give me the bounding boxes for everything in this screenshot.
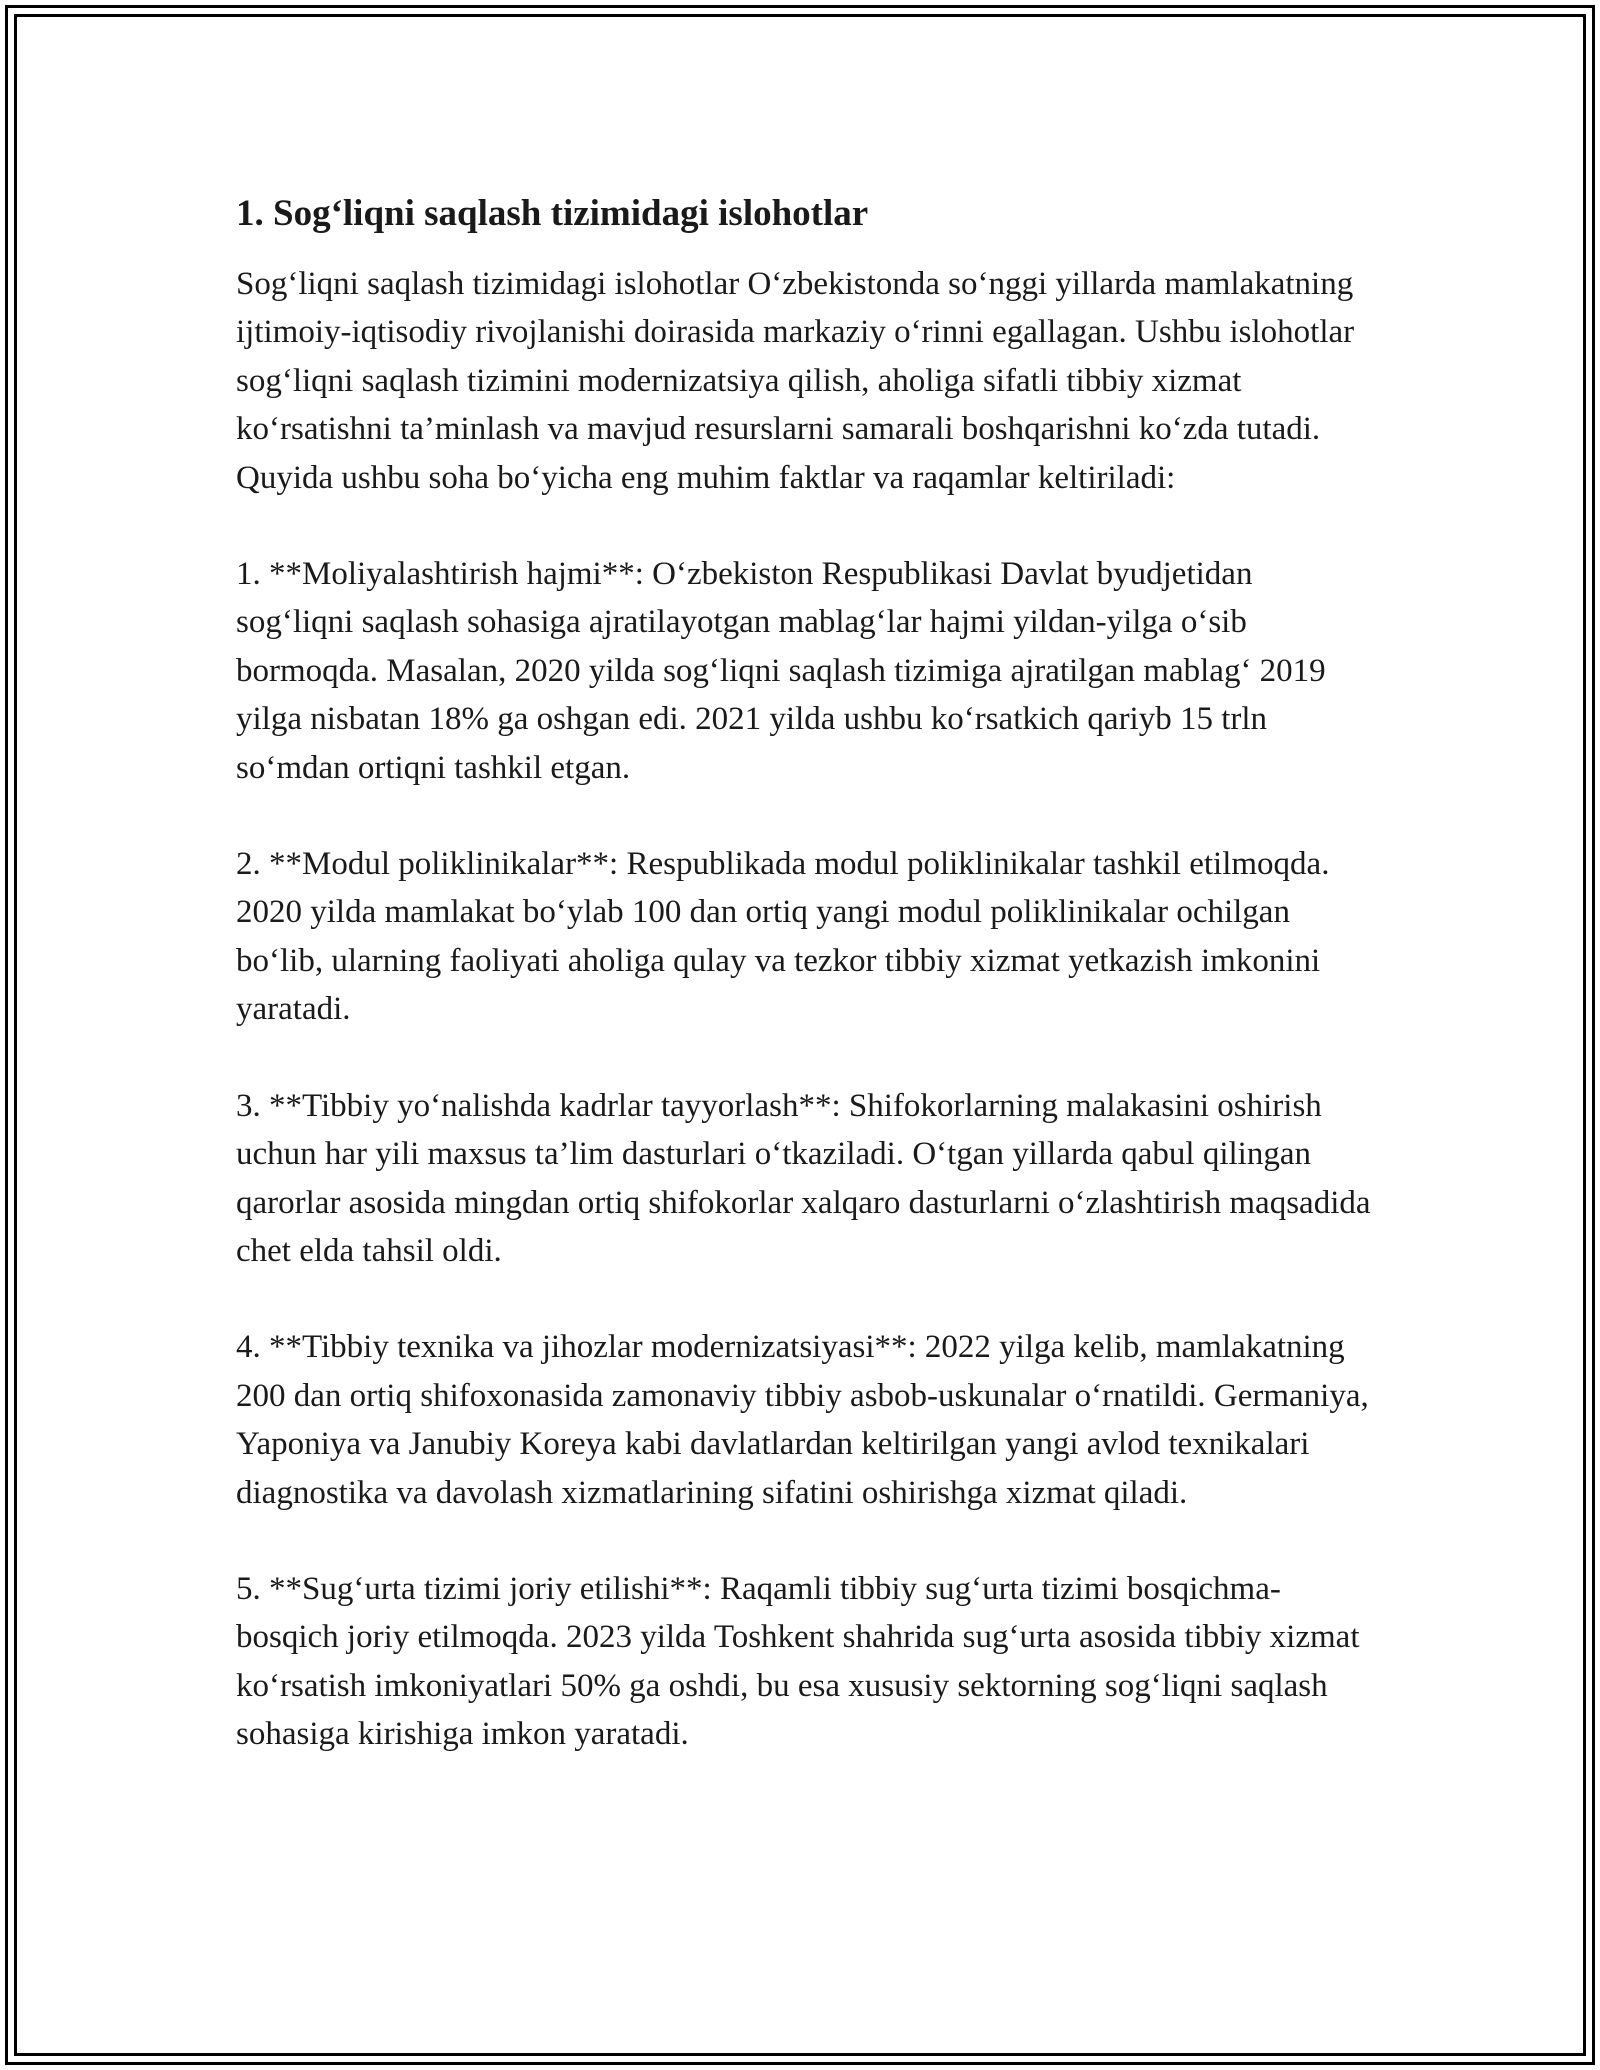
item-insurance-paragraph: 5. **Sug‘urta tizimi joriy etilishi**: Raqamli tibbiy sug‘urta tizimi bosqichma-bosqich joriy etilmoqda. 2023 yilda Toshkent shahrida sug‘urta asosida tibbiy xizmat ko‘rsatish imkoniyatlari 50% ga oshdi, bu esa xususiy sektorning sog‘liqni saqlash sohasiga kirishiga imkon yaratadi.: [236, 1570, 1360, 1753]
intro-paragraph: Sog‘liqni saqlash tizimidagi islohotlar O‘zbekistonda so‘nggi yillarda mamlakatning ijtimoiy-iqtisodiy rivojlanishi doirasida markaziy o‘rinni egallagan. Ushbu islohotlar sog‘liqni saqlash tizimini modernizatsiya qilish, aholiga sifatli tibbiy xizmat ko‘rsatishni ta’minlash va mavjud resurslarni samarali boshqarishni ko‘zda tutadi. Quyida ushbu soha bo‘yicha eng muhim faktlar va raqamlar keltiriladi:: [236, 266, 1355, 496]
document-body: [236, 190, 1376, 1807]
section-title: 1. Sog‘liqni saqlash tizimidagi islohotlar: [236, 193, 869, 234]
item-financing-paragraph: 1. **Moliyalashtirish hajmi**: O‘zbekiston Respublikasi Davlat byudjetidan sog‘liqni saqlash sohasiga ajratilayotgan mablag‘lar hajmi yildan-yilga o‘sib bormoqda. Masalan, 2020 yilda sog‘liqni saqlash tizimiga ajratilgan mablag‘ 2019 yilga nisbatan 18% ga oshgan edi. 2021 yilda ushbu ko‘rsatkich qariyb 15 trln so‘mdan ortiqni tashkil etgan.: [236, 556, 1326, 786]
item-modular-clinics-paragraph: 2. **Modul poliklinikalar**: Respublikada modul poliklinikalar tashkil etilmoqda. 2020 yilda mamlakat bo‘ylab 100 dan ortiq yangi modul poliklinikalar ochilgan bo‘lib, ularning faoliyati aholiga qulay va tezkor tibbiy xizmat yetkazish imkonini yaratadi.: [236, 846, 1330, 1028]
item-equipment-modernization-paragraph: 4. **Tibbiy texnika va jihozlar modernizatsiyasi**: 2022 yilga kelib, mamlakatning 200 dan ortiq shifoxonasida zamonaviy tibbiy asbob-uskunalar o‘rnatildi. Germaniya, Yaponiya va Janubiy Koreya kabi davlatlardan keltirilgan yangi avlod texnikalari diagnostika va davolash xizmatlarining sifatini oshirishga xizmat qiladi.: [236, 1329, 1369, 1511]
item-staff-training-paragraph: 3. **Tibbiy yo‘nalishda kadrlar tayyorlash**: Shifokorlarning malakasini oshirish uchun har yili maxsus ta’lim dasturlari o‘tkaziladi. O‘tgan yillarda qabul qilingan qarorlar asosida mingdan ortiq shifokorlar xalqaro dasturlarni o‘zlashtirish maqsadida chet elda tahsil oldi.: [236, 1087, 1371, 1269]
